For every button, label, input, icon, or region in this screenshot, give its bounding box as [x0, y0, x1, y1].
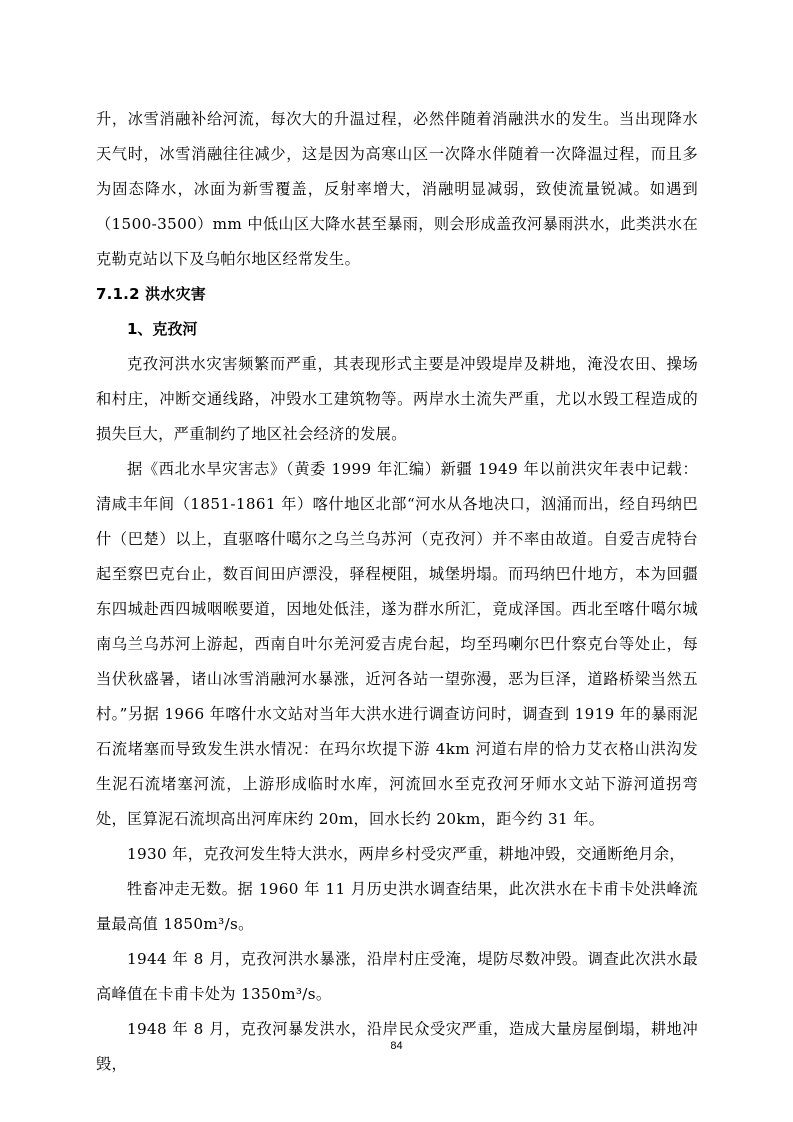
paragraph-1930-flood-cont: 牲畜冲走无数。据 1960 年 11 月历史洪水调查结果，此次洪水在卡甫卡处洪峰流量最高值 1850m³/s。 — [96, 880, 698, 933]
paragraph-flood-overview: 克孜河洪水灾害频繁而严重，其表现形式主要是冲毁堤岸及耕地，淹没农田、操场和村庄，冲断交通线路，冲毁水工建筑物等。两岸水土流失严重，尤以水毁工程造成的损失巨大，严重制约了地区社会经济的发展。 — [96, 355, 698, 443]
page-body — [96, 102, 698, 1082]
paragraph-historical-records: 据《西北水旱灾害志》（黄委 1999 年汇编）新疆 1949 年以前洪灾年表中记载：清咸丰年间（1851-1861 年）喀什地区北部“河水从各地决口，汹涌而出，经自玛纳巴什（巴楚）以上，直驱喀什噶尔之乌兰乌苏河（克孜河）并不率由故道。自爱吉虎特台起至察巴克台止，数百间田庐漂没，驿程梗阻，城堡坍塌。而玛纳巴什地方，本为回疆东四城赴西四城咽喉要道，因地处低洼，遂为群水所汇，竟成泽国。西北至喀什噶尔城南乌兰乌苏河上游起，西南自叶尔羌河爱吉虎台起，均至玛喇尔巴什察克台等处止，每当伏秋盛暑，诸山冰雪消融河水暴涨，近河各站一望弥漫，恶为巨泽，道路桥梁当然五村。”另据 1966 年喀什水文站对当年大洪水进行调查访问时，调查到 1919 年的暴雨泥石流堵塞而导致发生洪水情况：在玛尔坎提下游 4km 河道右岸的恰力艾衣格山洪沟发生泥石流堵塞河流，上游形成临时水库，河流回水至克孜河牙师水文站下游河道拐弯处，匡算泥石流坝高出河库床约 20m，回水长约 20km，距今约 31 年。 — [96, 460, 698, 828]
paragraph-1948-flood: 1948 年 8 月，克孜河暴发洪水，沿岸民众受灾严重，造成大量房屋倒塌，耕地冲毁， — [96, 1020, 698, 1073]
paragraph-1930-flood: 1930 年，克孜河发生特大洪水，两岸乡村受灾严重，耕地冲毁，交通断绝月余， — [127, 845, 685, 863]
section-heading-flood-disaster: 7.1.2 洪水灾害 — [96, 285, 206, 303]
subheading-kezi-river: 1、克孜河 — [127, 320, 198, 338]
paragraph-1944-flood: 1944 年 8 月，克孜河洪水暴涨，沿岸村庄受淹，堤防尽数冲毁。调查此次洪水最高峰值在卡甫卡处为 1350m³/s。 — [96, 950, 698, 1003]
page-number: 84 — [390, 1040, 403, 1052]
paragraph-snowmelt-flood: 升，冰雪消融补给河流，每次大的升温过程，必然伴随着消融洪水的发生。当出现降水天气时，冰雪消融往往减少，这是因为高寒山区一次降水伴随着一次降温过程，而且多为固态降水，冰面为新雪覆盖，反射率增大，消融明显减弱，致使流量锐减。如遇到（1500-3500）mm 中低山区大降水甚至暴雨，则会形成盖孜河暴雨洪水，此类洪水在克勒克站以下及乌帕尔地区经常发生。 — [96, 110, 698, 268]
